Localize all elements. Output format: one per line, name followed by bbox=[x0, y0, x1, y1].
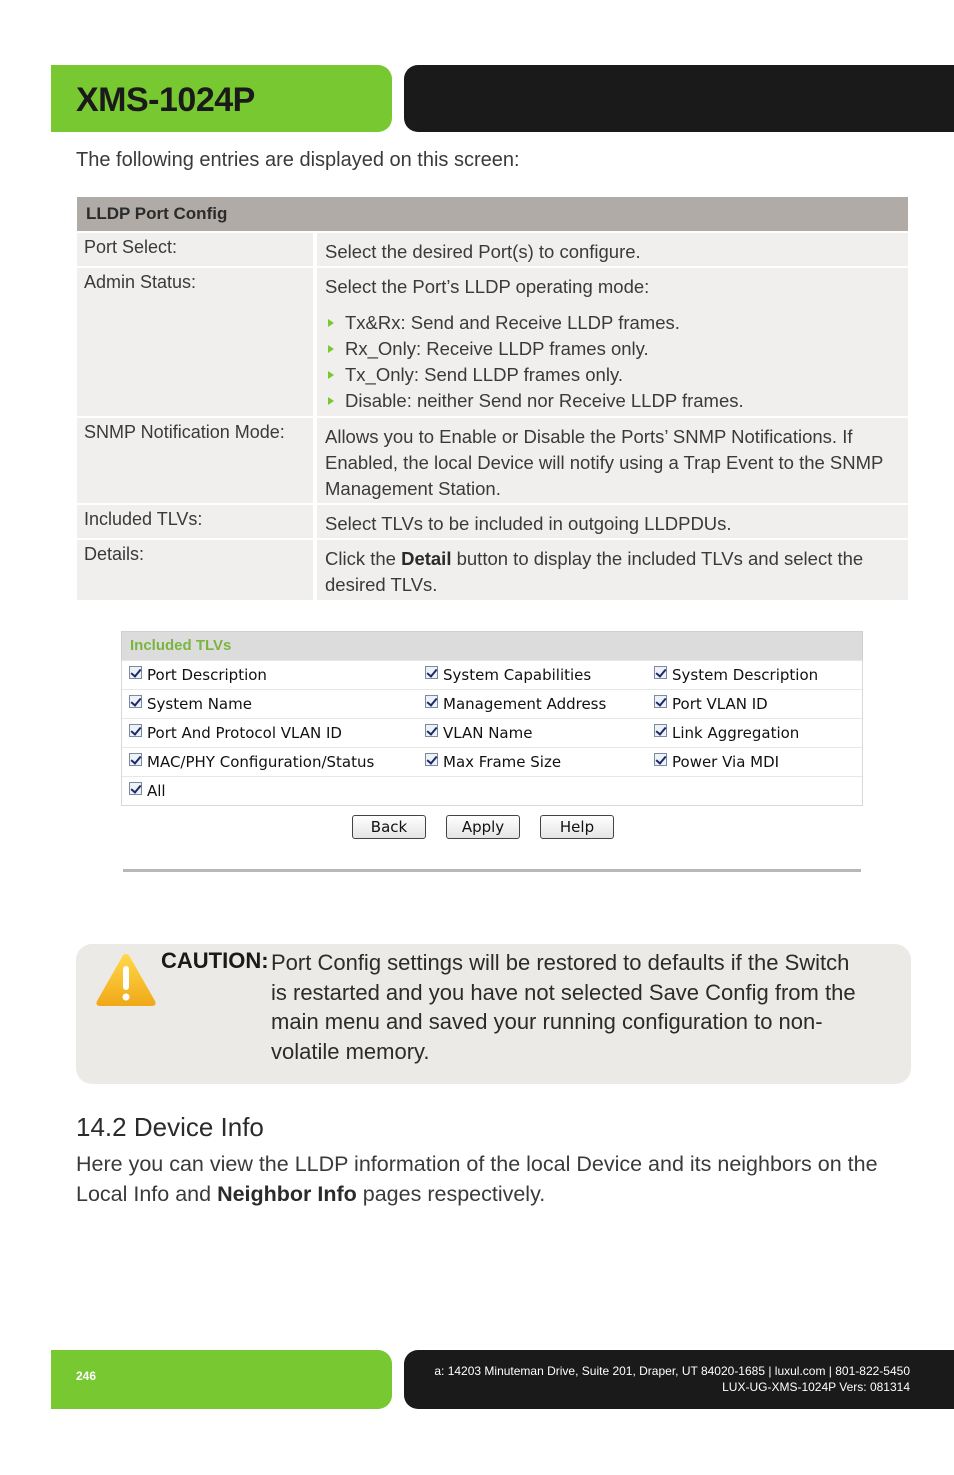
checkbox-checked-icon[interactable] bbox=[129, 666, 142, 679]
checkbox-checked-icon[interactable] bbox=[129, 695, 142, 708]
table-row bbox=[77, 418, 908, 503]
row-label: Admin Status: bbox=[77, 268, 313, 416]
desc-pre: Click the bbox=[325, 548, 402, 569]
tlv-row bbox=[122, 689, 862, 718]
tlv-option[interactable] bbox=[425, 724, 654, 742]
document-title: XMS-1024P bbox=[76, 81, 255, 119]
tlv-option[interactable] bbox=[654, 724, 862, 742]
footer-page-bar bbox=[51, 1350, 392, 1409]
row-label: Included TLVs: bbox=[77, 505, 313, 538]
row-description: Select TLVs to be included in outgoing LLDPDUs. bbox=[317, 505, 908, 538]
tlv-option[interactable] bbox=[654, 753, 862, 771]
tlv-option[interactable] bbox=[425, 666, 654, 684]
section-title: 14.2 Device Info bbox=[76, 1112, 264, 1142]
row-description bbox=[317, 540, 908, 600]
checkbox-checked-icon[interactable] bbox=[425, 695, 438, 708]
table-row bbox=[77, 268, 908, 416]
table-row bbox=[77, 540, 908, 600]
tlv-label: Port And Protocol VLAN ID bbox=[147, 724, 342, 742]
tlv-row bbox=[122, 718, 862, 747]
tlv-label: Link Aggregation bbox=[672, 724, 800, 742]
tlv-option-all[interactable] bbox=[122, 782, 425, 800]
tlv-label: Max Frame Size bbox=[443, 753, 562, 771]
checkbox-checked-icon[interactable] bbox=[654, 724, 667, 737]
tlv-label: System Capabilities bbox=[443, 666, 592, 684]
row-label: Port Select: bbox=[77, 233, 313, 266]
checkbox-checked-icon[interactable] bbox=[654, 753, 667, 766]
tlv-row bbox=[122, 747, 862, 776]
desc-bold: Detail bbox=[401, 548, 452, 569]
row-description bbox=[317, 268, 908, 416]
row-label: Details: bbox=[77, 540, 313, 600]
help-button[interactable]: Help bbox=[540, 815, 614, 839]
list-item: Rx_Only: Receive LLDP frames only. bbox=[325, 336, 898, 362]
checkbox-checked-icon[interactable] bbox=[425, 724, 438, 737]
checkbox-checked-icon[interactable] bbox=[654, 666, 667, 679]
tlv-label: VLAN Name bbox=[443, 724, 533, 742]
tlv-label: System Name bbox=[147, 695, 252, 713]
tlv-label: Port VLAN ID bbox=[672, 695, 768, 713]
tlv-option[interactable] bbox=[425, 753, 654, 771]
page-number: 246 bbox=[76, 1369, 97, 1383]
desc-post: button to display the included TLVs and select the desired TLVs. bbox=[325, 548, 864, 595]
mode-list bbox=[325, 310, 898, 414]
footer-address bbox=[434, 1363, 910, 1395]
intro-text: The following entries are displayed on this screen: bbox=[76, 149, 520, 171]
header-dark-bar bbox=[404, 65, 954, 132]
checkbox-checked-icon[interactable] bbox=[129, 753, 142, 766]
tlv-option[interactable] bbox=[122, 666, 425, 684]
tlv-option[interactable] bbox=[122, 753, 425, 771]
header-title-bar bbox=[51, 65, 392, 132]
tlv-label: Port Description bbox=[147, 666, 267, 684]
checkbox-checked-icon[interactable] bbox=[425, 753, 438, 766]
body-bold: Neighbor Info bbox=[217, 1181, 357, 1206]
tlv-grid bbox=[121, 660, 863, 806]
apply-button[interactable]: Apply bbox=[446, 815, 520, 839]
included-tlvs-screenshot bbox=[121, 631, 863, 836]
checkbox-checked-icon[interactable] bbox=[654, 695, 667, 708]
tlv-label: All bbox=[147, 782, 166, 800]
row-description: Allows you to Enable or Disable the Ports’ SNMP Notifications. If Enabled, the local Device will notify using a Trap Event to the SNMP Management Station. bbox=[317, 418, 908, 503]
row-label: SNMP Notification Mode: bbox=[77, 418, 313, 503]
tlv-label: Power Via MDI bbox=[672, 753, 780, 771]
row-description-text: Select the Port’s LLDP operating mode: bbox=[325, 276, 650, 297]
back-button[interactable]: Back bbox=[352, 815, 426, 839]
tlv-option[interactable] bbox=[122, 724, 425, 742]
list-item: Tx_Only: Send LLDP frames only. bbox=[325, 362, 898, 388]
checkbox-checked-icon[interactable] bbox=[129, 724, 142, 737]
warning-triangle-icon bbox=[95, 952, 157, 1008]
tlv-row bbox=[122, 776, 862, 805]
tlv-option[interactable] bbox=[654, 666, 862, 684]
button-bar bbox=[352, 815, 614, 839]
tlv-label: System Description bbox=[672, 666, 819, 684]
tlv-option[interactable] bbox=[122, 695, 425, 713]
row-description: Select the desired Port(s) to configure. bbox=[317, 233, 908, 266]
checkbox-checked-icon[interactable] bbox=[129, 782, 142, 795]
tlv-panel-heading: Included TLVs bbox=[121, 631, 863, 660]
body-post: pages respectively. bbox=[356, 1181, 546, 1206]
caution-box bbox=[76, 944, 911, 1084]
tlv-option[interactable] bbox=[425, 695, 654, 713]
tlv-row bbox=[122, 660, 862, 689]
caution-text: Port Config settings will be restored to defaults if the Switch is restarted and you have not selected Save Config from the main menu and saved your running configuration to non-volatile memory. bbox=[271, 950, 856, 1064]
section-body bbox=[76, 1150, 906, 1209]
tlv-label: Management Address bbox=[443, 695, 607, 713]
list-item: Tx&Rx: Send and Receive LLDP frames. bbox=[325, 310, 898, 336]
lldp-port-config-table bbox=[77, 197, 908, 600]
divider bbox=[123, 869, 861, 872]
caution-label: CAUTION: bbox=[161, 948, 269, 973]
tlv-label: MAC/PHY Configuration/Status bbox=[147, 753, 375, 771]
table-heading: LLDP Port Config bbox=[77, 197, 908, 231]
footer-address-bar bbox=[404, 1350, 954, 1409]
body-pre: Here you can view the LLDP information of the local Device and its neighbors on the Local Info and bbox=[76, 1152, 878, 1206]
checkbox-checked-icon[interactable] bbox=[425, 666, 438, 679]
doc-version: LUX-UG-XMS-1024P Vers: 081314 bbox=[722, 1380, 910, 1394]
tlv-option[interactable] bbox=[654, 695, 862, 713]
address-line: a: 14203 Minuteman Drive, Suite 201, Draper, UT 84020-1685 | luxul.com | 801-822-5450 bbox=[434, 1364, 910, 1378]
table-row bbox=[77, 505, 908, 538]
table-row bbox=[77, 233, 908, 266]
list-item: Disable: neither Send nor Receive LLDP frames. bbox=[325, 388, 898, 414]
